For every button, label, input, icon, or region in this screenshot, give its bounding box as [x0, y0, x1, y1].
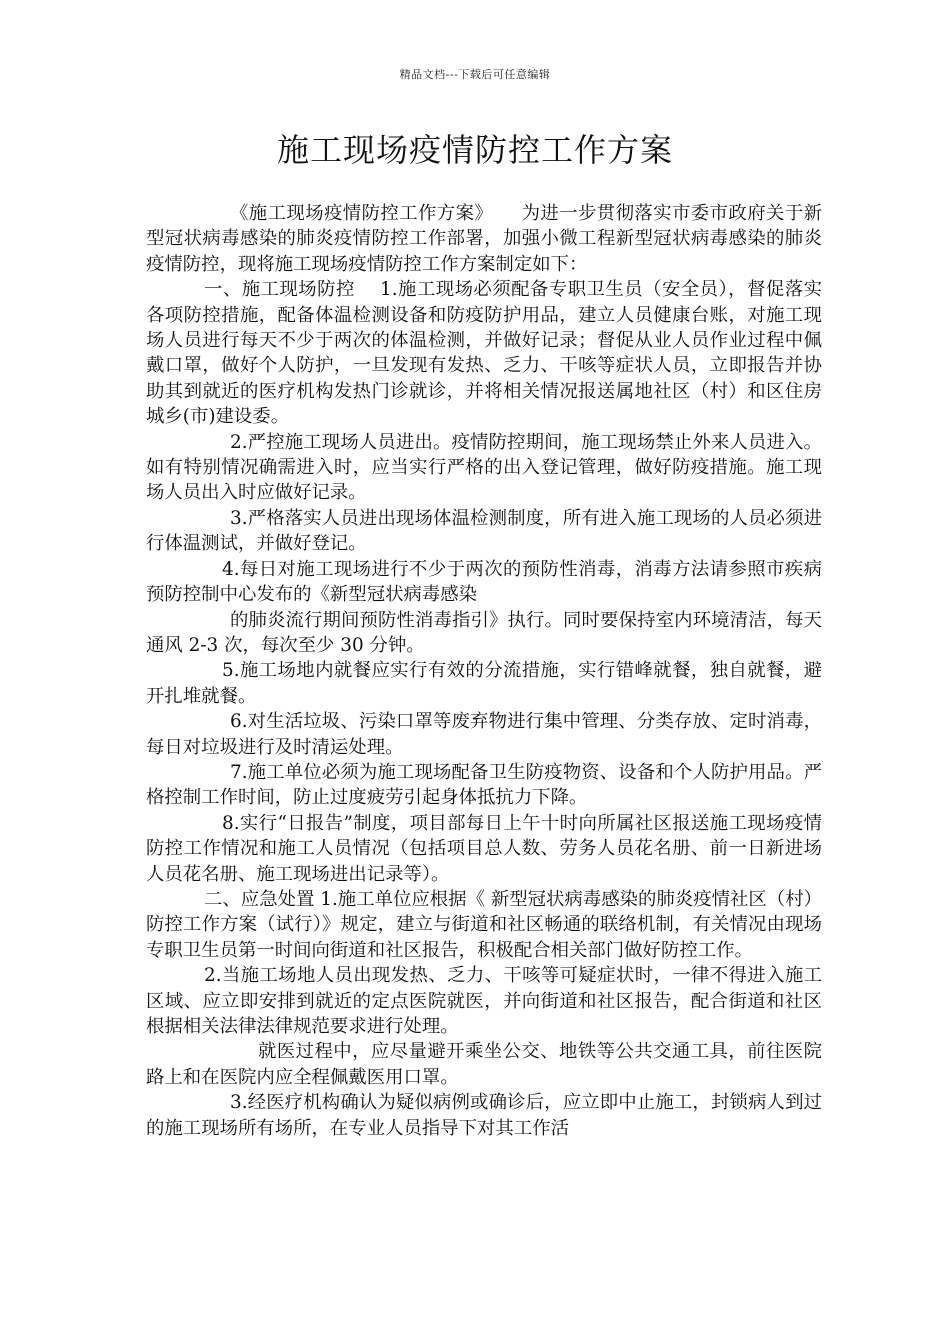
medical-travel-paragraph: 就医过程中，应尽量避开乘坐公交、地铁等公共交通工具，前往医院路上和在医院内应全程佩戴医用口罩。 — [146, 1041, 822, 1088]
item-5-paragraph: 5.施工场地内就餐应实行有效的分流措施，实行错峰就餐，独自就餐，避开扎堆就餐。 — [146, 660, 822, 707]
item-4-paragraph: 4.每日对施工现场进行不少于两次的预防性消毒，消毒方法请参照市疾病预防控制中心发布的《新型冠状病毒感染 — [146, 558, 822, 606]
section-1-paragraph: 一、施工现场防控 1.施工现场必须配备专职卫生员（安全员），督促落实各项防控措施，配备体温检测设备和防疫防护用品，建立人员健康台账，对施工现场人员进行每天不少于两次的体温检测，并做好记录；督促从业人员作业过程中佩戴口罩，做好个人防护，一旦发现有发热、乏力、干咳等症状人员，立即报告并协助其到就近的医疗机构发热门诊就诊，并将相关情况报送属地社区（村）和区住房城乡(市)建设委。 — [146, 279, 822, 428]
emergency-item-3-paragraph: 3.经医疗机构确认为疑似病例或确诊后，应立即中止施工，封锁病人到过的施工现场所有场所，在专业人员指导下对其工作活 — [146, 1092, 822, 1139]
document-body — [146, 201, 822, 1141]
intro-paragraph: 《施工现场疫情防控工作方案》 为进一步贯彻落实市委市政府关于新型冠状病毒感染的肺炎疫情防控工作部署，加强小微工程新型冠状病毒感染的肺炎疫情防控，现将施工现场疫情防控工作方案制定如下： — [146, 203, 822, 275]
item-7-paragraph: 7.施工单位必须为施工现场配备卫生防疫物资、设备和个人防护用品。严格控制工作时间，防止过度疲劳引起身体抵抗力下降。 — [146, 761, 822, 809]
item-8-paragraph: 8.实行“日报告”制度，项目部每日上午十时向所属社区报送施工现场疫情防控工作情况和施工人员情况（包括项目总人数、劳务人员花名册、前一日新进场人员花名册、施工现场进出记录等）。 — [146, 812, 822, 885]
header-note: 精品文档---下载后可任意编辑 — [399, 68, 551, 81]
emergency-item-2-paragraph: 2.当施工场地人员出现发热、乏力、干咳等可疑症状时，一律不得进入施工区域、应立即安排到就近的定点医院就医，并向街道和社区报告，配合街道和社区根据相关法律法律规范要求进行处理。 — [146, 965, 822, 1037]
section-2-paragraph: 二、应急处置 1.施工单位应根据《 新型冠状病毒感染的肺炎疫情社区（村）防控工作方案（试行）》规定，建立与街道和社区畅通的联络机制，有关情况由现场专职卫生员第一时间向街道和社区报告，积极配合相关部门做好防控工作。 — [146, 888, 822, 961]
item-3-paragraph: 3.严格落实人员进出现场体温检测制度，所有进入施工现场的人员必须进行体温测试，并做好登记。 — [146, 507, 822, 555]
item-2-paragraph: 2.严控施工现场人员进出。疫情防控期间，施工现场禁止外来人员进入。如有特别情况确需进入时，应当实行严格的出入登记管理，做好防疫措施。施工现场人员出入时应做好记录。 — [146, 431, 822, 504]
item-6-paragraph: 6.对生活垃圾、污染口罩等废弃物进行集中管理、分类存放、定时消毒，每日对垃圾进行及时清运处理。 — [146, 711, 822, 758]
document-title: 施工现场疫情防控工作方案 — [276, 131, 673, 169]
item-4-continuation: 的肺炎流行期间预防性消毒指引》执行。同时要保持室内环境清洁，每天通风 2-3 次，每次至少 30 分钟。 — [146, 609, 822, 656]
